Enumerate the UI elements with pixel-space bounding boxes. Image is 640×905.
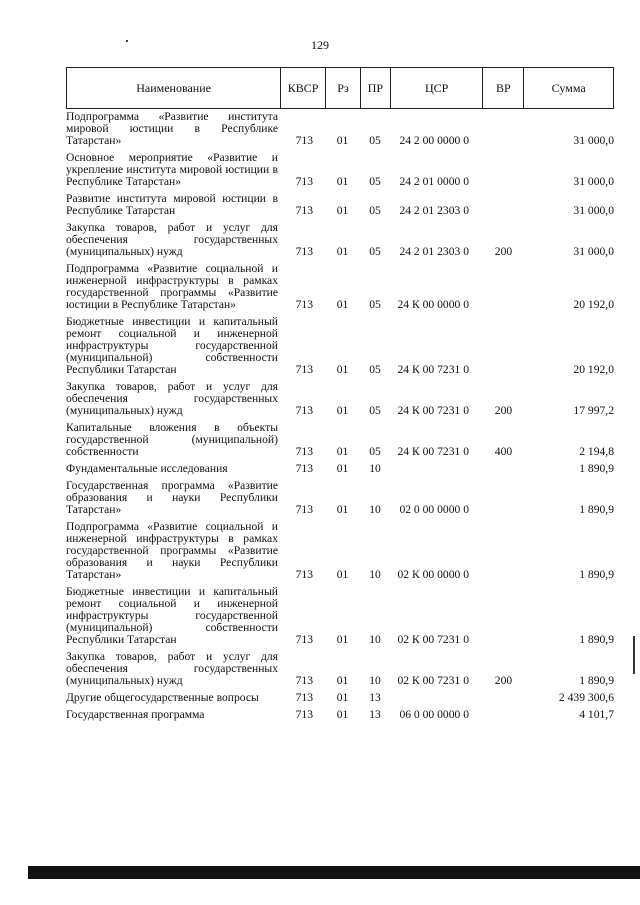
row-sum: 20 192,0 <box>573 298 614 311</box>
row-name: Закупка товаров, работ и услуг для обеспечения государственных (муниципальных) нужд <box>66 650 278 687</box>
row-kvsr: 713 <box>295 708 313 721</box>
table-row <box>66 193 614 217</box>
row-name: Капитальные вложения в объекты государственной (муниципальной) собственности <box>66 421 278 458</box>
row-name: Фундаментальные исследования <box>66 462 228 475</box>
row-csr: 02 К 00 7231 0 <box>397 633 469 646</box>
row-rz: 01 <box>336 691 349 704</box>
row-pr: 13 <box>369 691 381 704</box>
table-row <box>66 263 614 311</box>
table-row <box>66 381 614 417</box>
row-kvsr: 713 <box>295 245 313 258</box>
row-rz: 01 <box>336 298 349 311</box>
row-csr: 02 К 00 0000 0 <box>397 568 469 581</box>
row-sum: 1 890,9 <box>579 568 614 581</box>
row-rz: 01 <box>336 134 349 147</box>
row-pr: 10 <box>369 503 381 516</box>
row-pr: 05 <box>369 298 381 311</box>
row-sum: 17 997,2 <box>573 404 614 417</box>
row-sum: 2 439 300,6 <box>558 691 614 704</box>
row-kvsr: 713 <box>295 298 313 311</box>
row-sum: 20 192,0 <box>573 363 614 376</box>
row-sum: 1 890,9 <box>579 503 614 516</box>
row-csr: 02 0 00 0000 0 <box>399 503 469 516</box>
row-pr: 13 <box>369 708 381 721</box>
table-row <box>66 709 614 721</box>
row-pr: 10 <box>369 674 381 687</box>
row-name: Другие общегосударственные вопросы <box>66 691 259 704</box>
row-kvsr: 713 <box>295 445 313 458</box>
row-rz: 01 <box>336 674 349 687</box>
table-row <box>66 692 614 704</box>
row-kvsr: 713 <box>295 633 313 646</box>
row-csr: 02 К 00 7231 0 <box>397 674 469 687</box>
row-sum: 2 194,8 <box>579 445 614 458</box>
row-kvsr: 713 <box>295 674 313 687</box>
row-csr: 24 2 01 2303 0 <box>399 204 469 217</box>
row-name: Подпрограмма «Развитие социальной и инженерной инфраструктуры в рамках государственной программы «Развитие образования и науки Республики Татарстан» <box>66 520 278 581</box>
row-rz: 01 <box>336 503 349 516</box>
table-row <box>66 111 614 147</box>
row-sum: 1 890,9 <box>579 674 614 687</box>
header-pr: ПР <box>360 68 390 108</box>
row-sum: 4 101,7 <box>579 708 614 721</box>
row-name: Основное мероприятие «Развитие и укрепление института мировой юстиции в Республике Татарстан» <box>66 151 278 188</box>
row-sum: 1 890,9 <box>579 462 614 475</box>
row-rz: 01 <box>336 175 349 188</box>
row-csr: 24 К 00 7231 0 <box>397 363 469 376</box>
row-pr: 05 <box>369 445 381 458</box>
row-sum: 1 890,9 <box>579 633 614 646</box>
scan-edge-mark <box>633 636 635 674</box>
row-csr: 24 2 01 0000 0 <box>399 175 469 188</box>
header-kvsr: КВСР <box>280 68 325 108</box>
row-pr: 05 <box>369 204 381 217</box>
table-row <box>66 222 614 258</box>
row-name: Закупка товаров, работ и услуг для обеспечения государственных (муниципальных) нужд <box>66 221 278 258</box>
table-header <box>66 67 614 109</box>
header-csr: ЦСР <box>390 68 483 108</box>
row-csr: 24 2 01 2303 0 <box>399 245 469 258</box>
row-sum: 31 000,0 <box>573 175 614 188</box>
row-pr: 05 <box>369 404 381 417</box>
row-rz: 01 <box>336 462 349 475</box>
row-kvsr: 713 <box>295 363 313 376</box>
table-row <box>66 651 614 687</box>
row-pr: 05 <box>369 175 381 188</box>
row-kvsr: 713 <box>295 204 313 217</box>
row-rz: 01 <box>336 245 349 258</box>
row-csr: 06 0 00 0000 0 <box>399 708 469 721</box>
row-name: Государственная программа <box>66 708 205 721</box>
row-vr: 200 <box>494 245 513 258</box>
row-rz: 01 <box>336 404 349 417</box>
header-name: Наименование <box>136 80 211 95</box>
table-row <box>66 316 614 376</box>
row-name: Государственная программа «Развитие образования и науки Республики Татарстан» <box>66 479 278 516</box>
row-kvsr: 713 <box>295 462 313 475</box>
table-row <box>66 463 614 475</box>
row-pr: 05 <box>369 245 381 258</box>
row-name: Закупка товаров, работ и услуг для обеспечения государственных (муниципальных) нужд <box>66 380 278 417</box>
row-name: Подпрограмма «Развитие института мировой юстиции в Республике Татарстан» <box>66 110 278 147</box>
row-csr: 24 К 00 7231 0 <box>397 404 469 417</box>
row-rz: 01 <box>336 568 349 581</box>
row-csr: 24 К 00 7231 0 <box>397 445 469 458</box>
row-rz: 01 <box>336 363 349 376</box>
row-sum: 31 000,0 <box>573 134 614 147</box>
row-vr: 200 <box>494 404 513 417</box>
row-name: Бюджетные инвестиции и капитальный ремонт социальной и инженерной инфраструктуры государственной (муниципальной) собственности Республики Татарстан <box>66 315 278 376</box>
row-pr: 05 <box>369 363 381 376</box>
row-rz: 01 <box>336 445 349 458</box>
row-vr: 400 <box>494 445 513 458</box>
row-pr: 10 <box>369 462 381 475</box>
scan-bottom-bar <box>28 866 640 879</box>
row-kvsr: 713 <box>295 503 313 516</box>
row-csr: 24 2 00 0000 0 <box>399 134 469 147</box>
header-rz: Рз <box>325 68 360 108</box>
row-rz: 01 <box>336 708 349 721</box>
table-row <box>66 521 614 581</box>
row-kvsr: 713 <box>295 568 313 581</box>
row-kvsr: 713 <box>295 691 313 704</box>
row-name: Подпрограмма «Развитие социальной и инженерной инфраструктуры в рамках государственной программы «Развитие юстиции в Республике Татарстан» <box>66 262 278 311</box>
table-row <box>66 152 614 188</box>
header-vr: ВР <box>482 68 523 108</box>
header-sum: Сумма <box>523 68 613 108</box>
scan-speck <box>126 40 128 42</box>
row-rz: 01 <box>336 633 349 646</box>
row-name: Развитие института мировой юстиции в Республике Татарстан <box>66 192 278 217</box>
row-pr: 05 <box>369 134 381 147</box>
table-row <box>66 586 614 646</box>
row-vr: 200 <box>494 674 513 687</box>
table-body <box>66 111 614 726</box>
page-number: 129 <box>311 38 329 52</box>
row-kvsr: 713 <box>295 134 313 147</box>
row-rz: 01 <box>336 204 349 217</box>
row-sum: 31 000,0 <box>573 245 614 258</box>
row-csr: 24 К 00 0000 0 <box>397 298 469 311</box>
table-row <box>66 422 614 458</box>
row-pr: 10 <box>369 633 381 646</box>
row-name: Бюджетные инвестиции и капитальный ремонт социальной и инженерной инфраструктуры государственной (муниципальной) собственности Республики Татарстан <box>66 585 278 646</box>
table-row <box>66 480 614 516</box>
row-kvsr: 713 <box>295 404 313 417</box>
row-pr: 10 <box>369 568 381 581</box>
row-kvsr: 713 <box>295 175 313 188</box>
row-sum: 31 000,0 <box>573 204 614 217</box>
